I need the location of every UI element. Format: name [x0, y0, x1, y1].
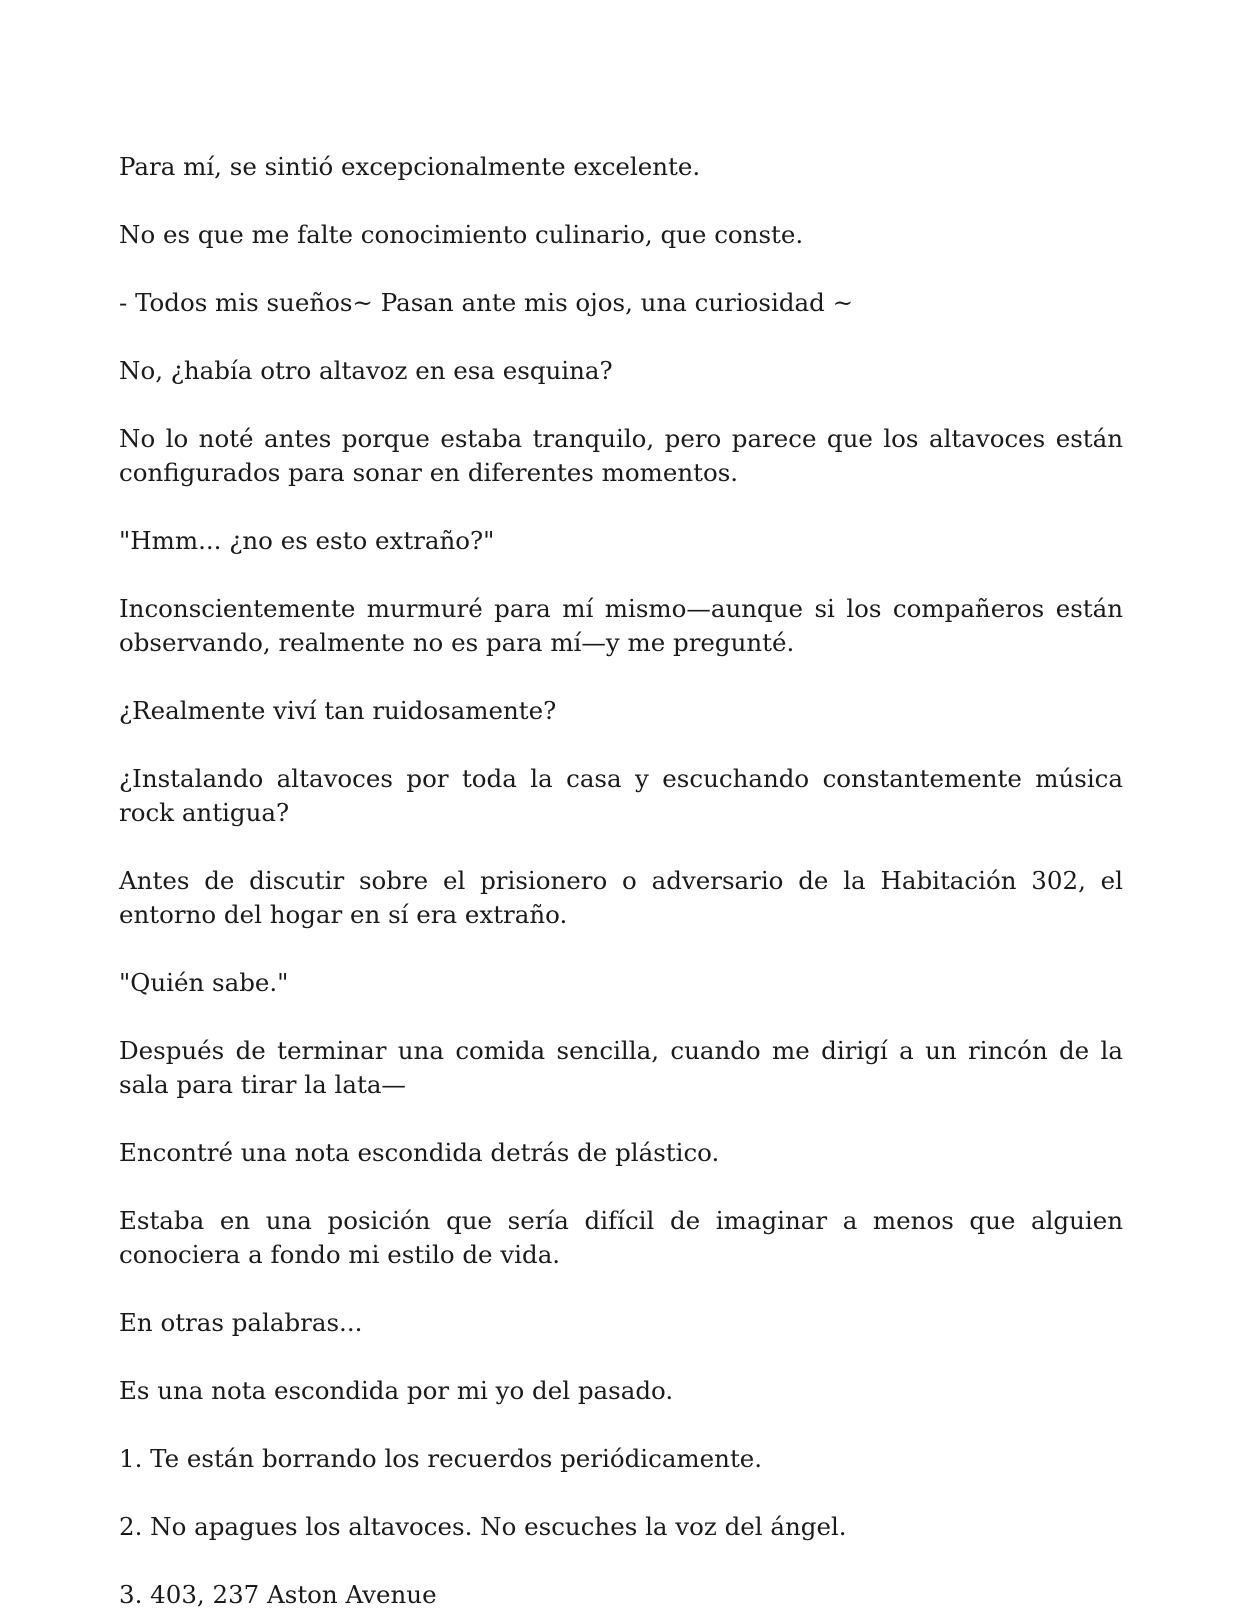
paragraph-4: No, ¿había otro altavoz en esa esquina? [119, 356, 613, 385]
paragraph-12: Después de terminar una comida sencilla, cuando me dirigí a un rincón de la sala para tirar la lata— [119, 1036, 1123, 1099]
paragraph-3: - Todos mis sueños~ Pasan ante mis ojos, una curiosidad ~ [119, 288, 854, 317]
paragraph-1: Para mí, se sintió excepcionalmente excelente. [119, 152, 701, 181]
list-item-2: 2. No apagues los altavoces. No escuches la voz del ángel. [119, 1512, 847, 1541]
paragraph-5: No lo noté antes porque estaba tranquilo, pero parece que los altavoces están configurados para sonar en diferentes momentos. [119, 424, 1123, 487]
paragraph-11: "Quién sabe." [119, 968, 289, 997]
list-item-3: 3. 403, 237 Aston Avenue [119, 1580, 437, 1609]
paragraph-9: ¿Instalando altavoces por toda la casa y escuchando constantemente música rock antigua? [119, 764, 1123, 827]
paragraph-6: "Hmm... ¿no es esto extraño?" [119, 526, 495, 555]
paragraph-14: Estaba en una posición que sería difícil de imaginar a menos que alguien conociera a fondo mi estilo de vida. [119, 1206, 1123, 1269]
paragraph-8: ¿Realmente viví tan ruidosamente? [119, 696, 557, 725]
paragraph-7: Inconscientemente murmuré para mí mismo—aunque si los compañeros están observando, realmente no es para mí—y me pregunté. [119, 594, 1123, 657]
paragraph-10: Antes de discutir sobre el prisionero o adversario de la Habitación 302, el entorno del hogar en sí era extraño. [119, 866, 1123, 929]
paragraph-13: Encontré una nota escondida detrás de plástico. [119, 1138, 720, 1167]
list-item-1: 1. Te están borrando los recuerdos periódicamente. [119, 1444, 763, 1473]
document-body [119, 150, 1123, 1612]
paragraph-15: En otras palabras... [119, 1308, 363, 1337]
paragraph-2: No es que me falte conocimiento culinario, que conste. [119, 220, 804, 249]
paragraph-16: Es una nota escondida por mi yo del pasado. [119, 1376, 674, 1405]
